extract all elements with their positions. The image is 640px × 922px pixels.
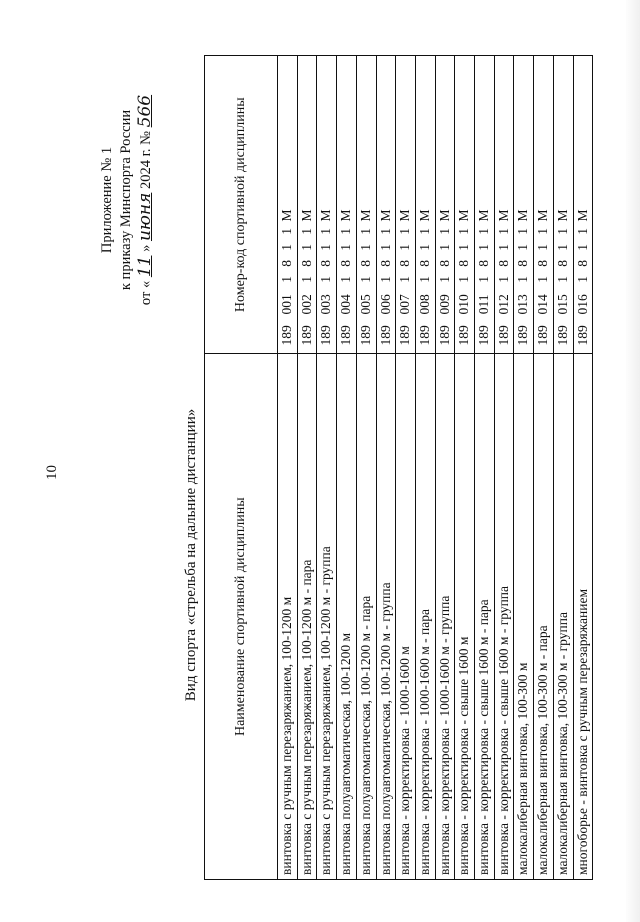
discipline-name: винтовка с ручным перезаряжанием, 100-1200 м - пара [297, 354, 317, 880]
discipline-code [278, 56, 298, 354]
table-row [396, 56, 416, 880]
code-part: 013 [515, 294, 531, 315]
table-row [435, 56, 455, 880]
code-part: 009 [436, 294, 452, 315]
code-part: 1 [397, 244, 413, 251]
code-part: М [456, 209, 472, 222]
code-part: 8 [279, 260, 294, 267]
handwritten-day: 11 [135, 255, 155, 278]
code-part: 1 [476, 244, 492, 251]
code-part: 1 [476, 276, 492, 283]
discipline-name: малокалиберная винтовка, 100-300 м [514, 354, 534, 880]
code-part: 016 [574, 294, 590, 315]
discipline-name: винтовка - корректировка - свыше 1600 м - группа [494, 354, 514, 880]
code-part: 8 [416, 260, 432, 267]
code-part: 1 [377, 228, 393, 235]
appendix-title: Приложение № 1 [99, 146, 115, 254]
code-part: 1 [318, 228, 334, 235]
code-part: 1 [456, 228, 472, 235]
discipline-code [514, 56, 534, 354]
discipline-name: винтовка - корректировка - свыше 1600 м [455, 354, 475, 880]
date-prefix: от « [138, 280, 154, 306]
code-part: 1 [554, 276, 570, 283]
discipline-code [297, 56, 317, 354]
table-header-row [205, 56, 278, 880]
discipline-code [317, 56, 337, 354]
code-part: 1 [554, 244, 570, 251]
discipline-name: винтовка - корректировка - 1000-1600 м - пара [415, 354, 435, 880]
code-part: 8 [535, 260, 551, 267]
code-part: 1 [298, 244, 314, 251]
code-part: 189 [397, 325, 413, 346]
code-part: 1 [495, 244, 511, 251]
code-part: 1 [574, 244, 590, 251]
code-part: 8 [397, 260, 413, 267]
discipline-name: винтовка с ручным перезаряжанием, 100-1200 м [278, 354, 298, 880]
code-part: М [298, 209, 314, 222]
code-part: 189 [476, 325, 492, 346]
discipline-name: винтовка - корректировка - 1000-1600 м [396, 354, 416, 880]
code-part: 1 [377, 244, 393, 251]
handwritten-order-number: 566 [135, 94, 155, 128]
discipline-code [494, 56, 514, 354]
date-year: 2024 г. [138, 148, 154, 190]
code-part: 001 [279, 294, 294, 315]
appendix-order-ref: к приказу Минспорта России [118, 109, 134, 291]
code-part: 8 [495, 260, 511, 267]
table-row [514, 56, 534, 880]
discipline-code [396, 56, 416, 354]
code-part: 1 [476, 228, 492, 235]
discipline-code [553, 56, 573, 354]
code-part: 1 [397, 276, 413, 283]
code-part: 189 [377, 325, 393, 346]
discipline-name: малокалиберная винтовка, 100-300 м - пара [534, 354, 554, 880]
discipline-code [455, 56, 475, 354]
code-part: 8 [574, 260, 590, 267]
code-part: 189 [554, 325, 570, 346]
code-part: 007 [397, 294, 413, 315]
code-part: 1 [515, 228, 531, 235]
code-part: 003 [318, 294, 334, 315]
code-part: 8 [338, 260, 354, 267]
code-part: 1 [436, 276, 452, 283]
code-part: 1 [298, 276, 314, 283]
table-row [317, 56, 337, 880]
table-row [573, 56, 593, 880]
code-part: 189 [456, 325, 472, 346]
code-part: 1 [377, 276, 393, 283]
code-part: 189 [574, 325, 590, 346]
number-prefix: № [138, 131, 154, 145]
code-part: 1 [456, 276, 472, 283]
code-part: 1 [318, 276, 334, 283]
code-part: 1 [495, 228, 511, 235]
discipline-name: винтовка полуавтоматическая, 100-1200 м - пара [356, 354, 376, 880]
code-part: 015 [554, 294, 570, 315]
code-part: 1 [279, 228, 294, 235]
discipline-code [356, 56, 376, 354]
code-part: 011 [476, 294, 492, 315]
code-part: 189 [436, 325, 452, 346]
code-part: 1 [554, 228, 570, 235]
code-part: 1 [574, 228, 590, 235]
code-part: 1 [574, 276, 590, 283]
code-part: 1 [416, 228, 432, 235]
header-discipline-code: Номер-код спортивной дисциплины [205, 56, 278, 354]
code-part: М [357, 209, 373, 222]
rotated-content [36, 40, 616, 900]
code-part: 8 [515, 260, 531, 267]
table-row [553, 56, 573, 880]
code-part: 1 [535, 228, 551, 235]
code-part: М [279, 209, 294, 222]
discipline-code [435, 56, 455, 354]
code-part: 1 [338, 244, 354, 251]
table-row [376, 56, 396, 880]
code-part: 189 [357, 325, 373, 346]
code-part: 1 [298, 228, 314, 235]
code-part: 189 [318, 325, 334, 346]
code-part: 8 [357, 260, 373, 267]
code-part: 189 [416, 325, 432, 346]
code-part: 010 [456, 294, 472, 315]
code-part: 1 [436, 228, 452, 235]
code-part: 1 [279, 244, 294, 251]
code-part: 1 [338, 228, 354, 235]
discipline-code [573, 56, 593, 354]
discipline-name: винтовка с ручным перезаряжанием, 100-1200 м - группа [317, 354, 337, 880]
code-part: М [574, 209, 590, 222]
code-part: 1 [456, 244, 472, 251]
code-part: 1 [416, 276, 432, 283]
page-number: 10 [44, 465, 60, 480]
code-part: М [416, 209, 432, 222]
code-part: 1 [535, 276, 551, 283]
code-part: 1 [397, 228, 413, 235]
header-discipline-name: Наименование спортивной дисциплины [205, 354, 278, 880]
code-part: 002 [298, 294, 314, 315]
code-part: 1 [357, 276, 373, 283]
code-part: 8 [436, 260, 452, 267]
code-part: 1 [357, 244, 373, 251]
code-part: 8 [456, 260, 472, 267]
discipline-code [475, 56, 495, 354]
table-row [455, 56, 475, 880]
table-row [494, 56, 514, 880]
appendix-header [98, 70, 156, 330]
code-part: М [476, 209, 492, 222]
code-part: 005 [357, 294, 373, 315]
discipline-code [534, 56, 554, 354]
table-row [475, 56, 495, 880]
code-part: М [535, 209, 551, 222]
date-month-sep: » [138, 244, 154, 252]
table-row [356, 56, 376, 880]
code-part: 189 [298, 325, 314, 346]
code-part: 1 [515, 244, 531, 251]
code-part: М [436, 209, 452, 222]
table-row [534, 56, 554, 880]
code-part: М [495, 209, 511, 222]
code-part: 8 [318, 260, 334, 267]
code-part: 8 [298, 260, 314, 267]
code-part: 004 [338, 294, 354, 315]
disciplines-table [204, 55, 593, 880]
discipline-code [415, 56, 435, 354]
discipline-name: винтовка - корректировка - свыше 1600 м - пара [475, 354, 495, 880]
code-part: 189 [338, 325, 354, 346]
code-part: 8 [476, 260, 492, 267]
scan-edge [626, 0, 640, 922]
handwritten-month: июня [135, 192, 155, 242]
table-row [337, 56, 357, 880]
code-part: 012 [495, 294, 511, 315]
code-part: 189 [279, 325, 294, 346]
code-part: М [515, 209, 531, 222]
code-part: М [338, 209, 354, 222]
code-part: 1 [515, 276, 531, 283]
code-part: 8 [554, 260, 570, 267]
appendix-date-line [136, 70, 156, 330]
code-part: 1 [436, 244, 452, 251]
code-part: 1 [495, 276, 511, 283]
code-part: М [377, 209, 393, 222]
table-row [278, 56, 298, 880]
code-part: М [318, 209, 334, 222]
table-row [297, 56, 317, 880]
code-part: 1 [416, 244, 432, 251]
code-part: 189 [515, 325, 531, 346]
code-part: М [397, 209, 413, 222]
code-part: 1 [535, 244, 551, 251]
code-part: 006 [377, 294, 393, 315]
code-part: 8 [377, 260, 393, 267]
code-part: 1 [318, 244, 334, 251]
table-row [415, 56, 435, 880]
code-part: 1 [338, 276, 354, 283]
discipline-code [337, 56, 357, 354]
code-part: 189 [535, 325, 551, 346]
code-part: 1 [357, 228, 373, 235]
discipline-name: малокалиберная винтовка, 100-300 м - группа [553, 354, 573, 880]
discipline-name: многоборье - винтовка с ручным перезаряжанием [573, 354, 593, 880]
discipline-code [376, 56, 396, 354]
discipline-name: винтовка полуавтоматическая, 100-1200 м [337, 354, 357, 880]
code-part: М [554, 209, 570, 222]
code-part: 1 [279, 276, 294, 283]
sport-title: Вид спорта «стрельба на дальние дистанции» [183, 408, 199, 702]
code-part: 008 [416, 294, 432, 315]
code-part: 189 [495, 325, 511, 346]
discipline-name: винтовка полуавтоматическая, 100-1200 м - группа [376, 354, 396, 880]
discipline-name: винтовка - корректировка - 1000-1600 м - группа [435, 354, 455, 880]
code-part: 014 [535, 294, 551, 315]
